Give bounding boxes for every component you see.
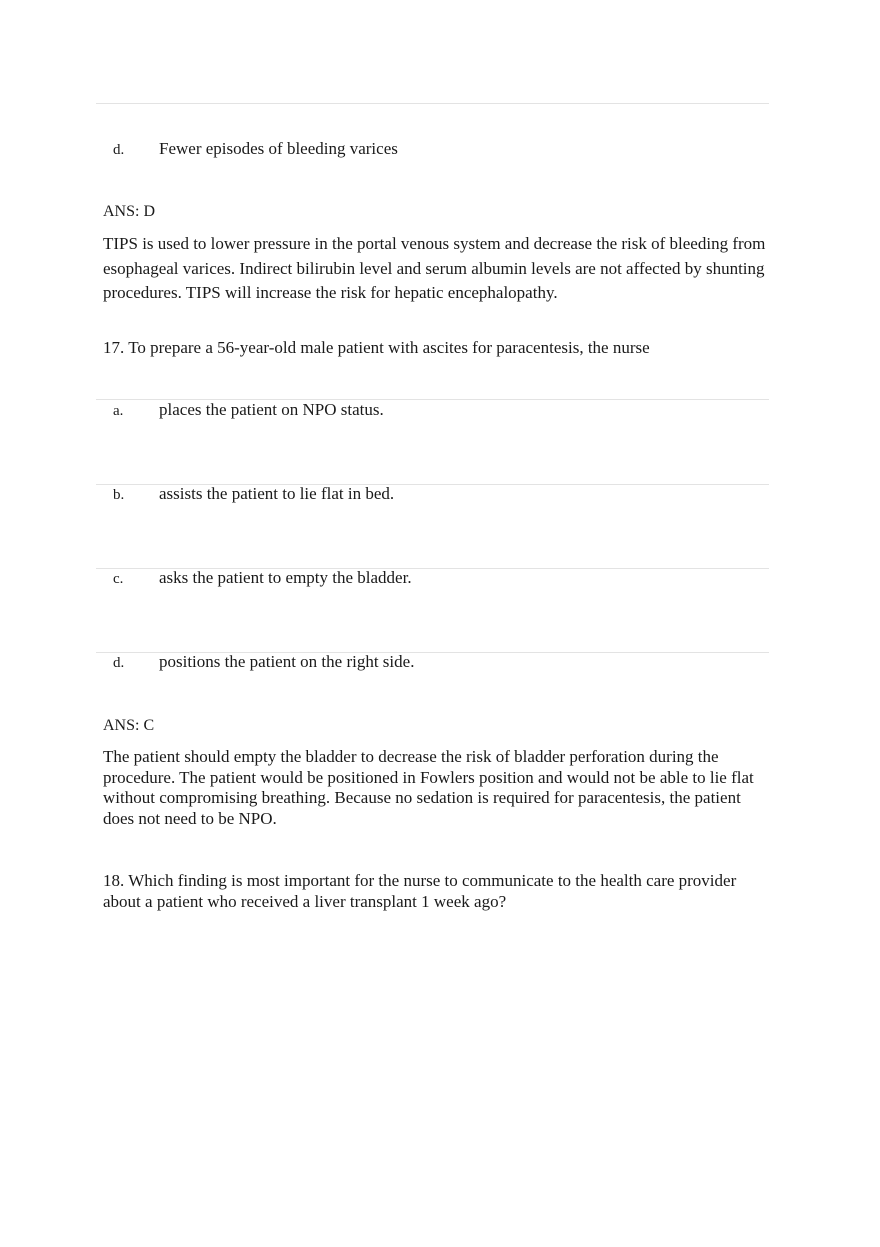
q17-option-d-letter: d. [113, 655, 125, 671]
q17-option-c-text: asks the patient to empty the bladder. [159, 568, 412, 587]
q17-option-c-letter: c. [113, 571, 124, 587]
q16-rationale: TIPS is used to lower pressure in the portal venous system and decrease the risk of bleeding from esophageal varices. Indirect bilirubin level and serum albumin levels are not affected by shunting procedures. TIPS will increase the risk for hepatic encephalopathy. [103, 234, 766, 302]
q16-answer: ANS: D [103, 203, 156, 220]
q17-stem: 17. To prepare a 56-year-old male patient with ascites for paracentesis, the nurse [103, 338, 650, 357]
q17-rationale: The patient should empty the bladder to decrease the risk of bladder perforation during the procedure. The patient would be positioned in Fowlers position and would not be able to lie flat without compromising breathing. Because no sedation is required for paracentesis, the patient does not need to be NPO. [103, 747, 754, 828]
q17-answer: ANS: C [103, 717, 155, 734]
q16-option-d-letter: d. [113, 142, 125, 158]
q17-option-a-letter: a. [113, 403, 124, 419]
q18-stem: 18. Which finding is most important for the nurse to communicate to the health care provider about a patient who received a liver transplant 1 week ago? [103, 871, 737, 911]
q16-option-d-text: Fewer episodes of bleeding varices [159, 139, 398, 158]
q17-option-b-letter: b. [113, 487, 125, 503]
divider-top [96, 103, 769, 104]
q17-option-b-text: assists the patient to lie flat in bed. [159, 484, 395, 503]
q17-option-d-text: positions the patient on the right side. [159, 652, 415, 671]
q17-option-a-text: places the patient on NPO status. [159, 400, 384, 419]
